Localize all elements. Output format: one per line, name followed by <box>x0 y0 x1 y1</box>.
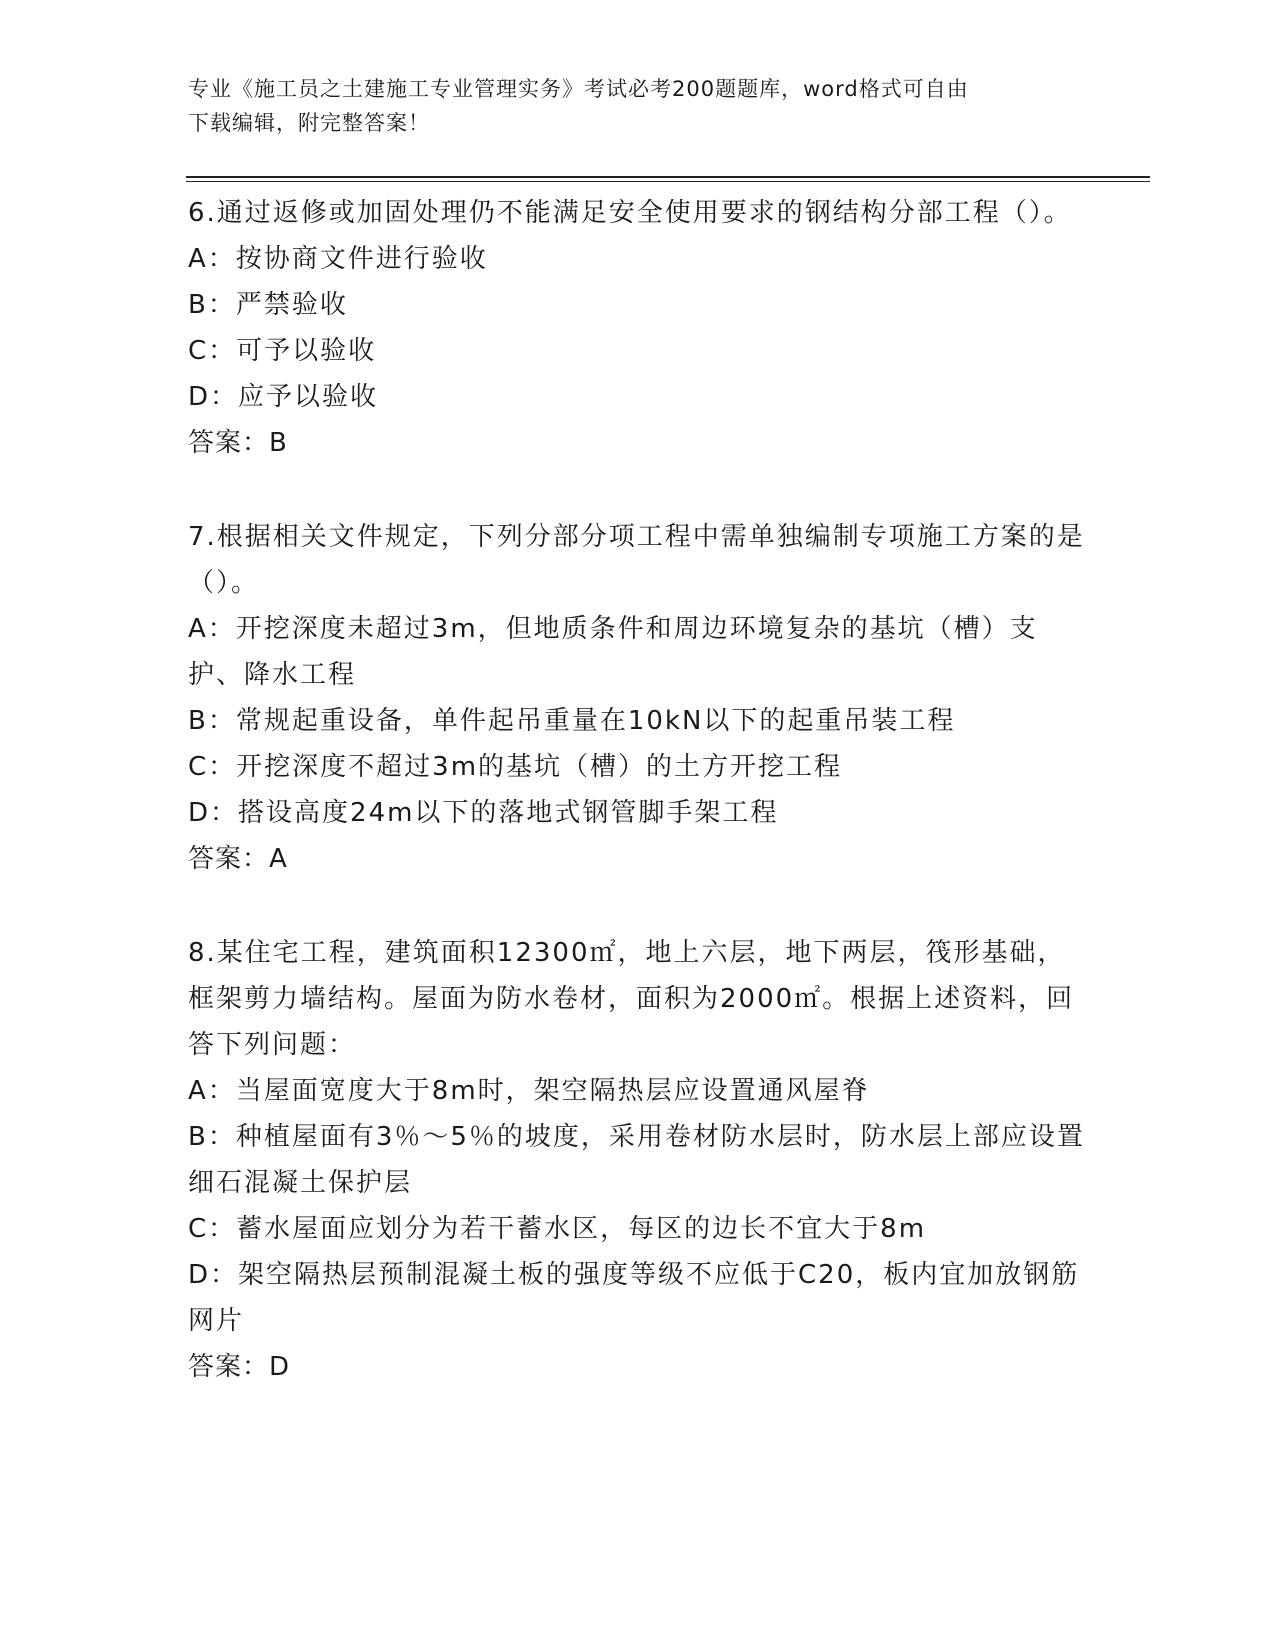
question-stem: 6.通过返修或加固处理仍不能满足安全使用要求的钢结构分部工程（）。 <box>188 198 1072 228</box>
header-line-1: 专业《施工员之土建施工专业管理实务》考试必考200题题库，word格式可自由 <box>188 77 969 101</box>
question-7 <box>188 514 1088 882</box>
question-stem: 8.某住宅工程，建筑面积12300㎡，地上六层，地下两层，筏形基础，框架剪力墙结构。屋面为防水卷材，面积为2000㎡。根据上述资料，回答下列问题： <box>188 938 1075 1060</box>
header-line-2: 下载编辑，附完整答案！ <box>188 111 430 135</box>
option-d: D：架空隔热层预制混凝土板的强度等级不应低于C20，板内宜加放钢筋网片 <box>188 1260 1080 1336</box>
answer-label: 答案：A <box>188 844 288 874</box>
question-stem: 7.根据相关文件规定，下列分部分项工程中需单独编制专项施工方案的是（）。 <box>188 522 1085 598</box>
option-d: D：搭设高度24m以下的落地式钢管脚手架工程 <box>188 798 779 828</box>
question-8 <box>188 930 1088 1390</box>
option-d: D：应予以验收 <box>188 382 379 412</box>
option-b: B：常规起重设备，单件起吊重量在10kN以下的起重吊装工程 <box>188 706 956 736</box>
question-list <box>188 190 1088 1438</box>
header-rule-thin <box>186 181 1150 182</box>
answer-label: 答案：D <box>188 1352 291 1382</box>
header-rule-thick <box>186 176 1150 178</box>
option-b: B：严禁验收 <box>188 290 348 320</box>
option-a: A：开挖深度未超过3m，但地质条件和周边环境复杂的基坑（槽）支护、降水工程 <box>188 614 1038 690</box>
question-6 <box>188 190 1088 466</box>
document-header <box>188 72 1068 140</box>
option-a: A：当屋面宽度大于8m时，架空隔热层应设置通风屋脊 <box>188 1076 870 1106</box>
option-c: C：蓄水屋面应划分为若干蓄水区，每区的边长不宜大于8m <box>188 1214 927 1244</box>
option-a: A：按协商文件进行验收 <box>188 244 488 274</box>
answer-label: 答案：B <box>188 428 288 458</box>
option-b: B：种植屋面有3％～5％的坡度，采用卷材防水层时，防水层上部应设置细石混凝土保护层 <box>188 1122 1085 1198</box>
option-c: C：可予以验收 <box>188 336 377 366</box>
option-c: C：开挖深度不超过3m的基坑（槽）的土方开挖工程 <box>188 752 843 782</box>
